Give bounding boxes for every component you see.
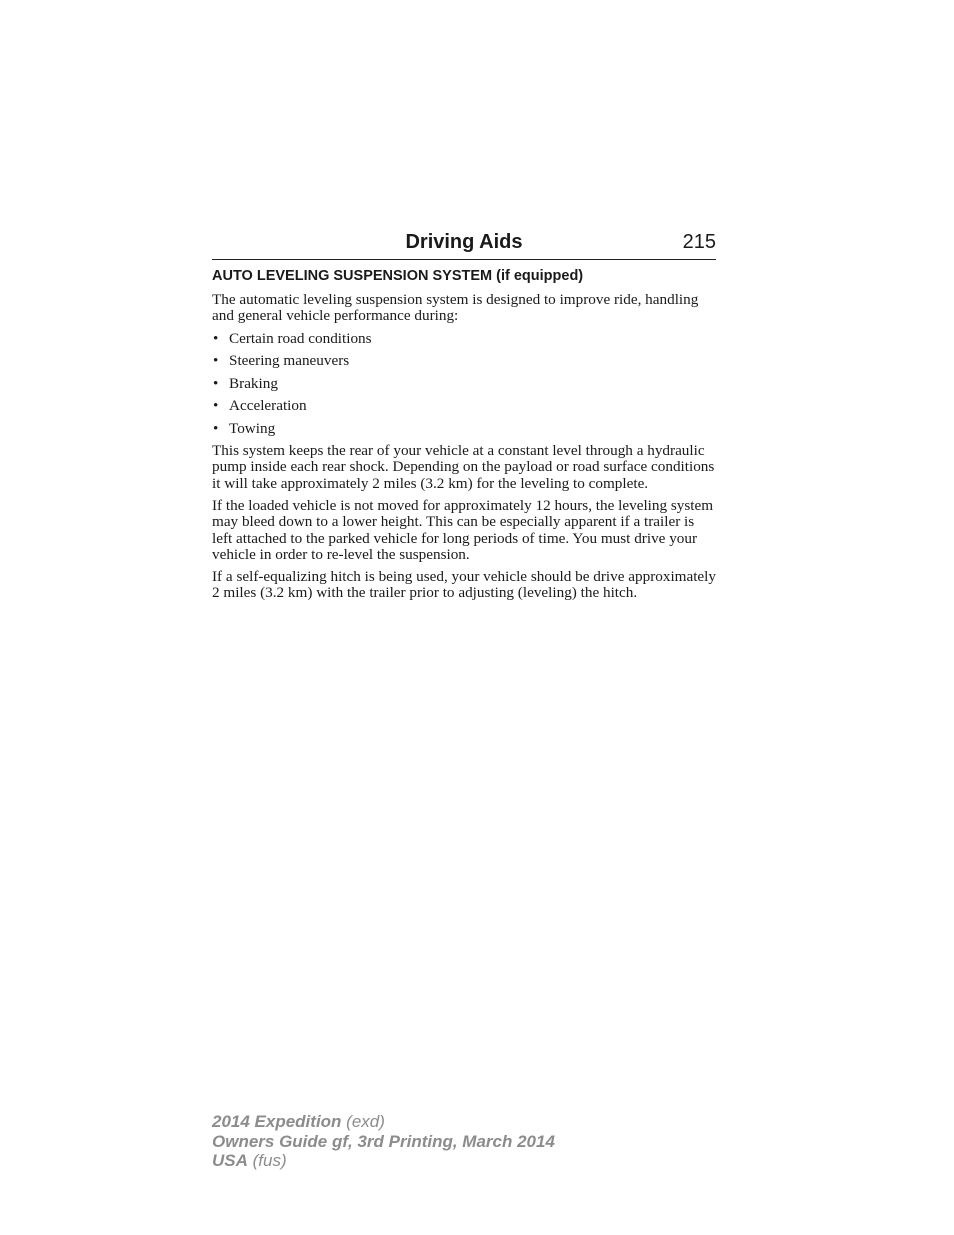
chapter-title: Driving Aids bbox=[405, 231, 523, 253]
list-item bbox=[212, 353, 718, 369]
bullet-icon: • bbox=[213, 352, 219, 370]
footer-line-model bbox=[212, 1112, 555, 1132]
footer-market-code: (fus) bbox=[252, 1151, 287, 1170]
footer-market: USA bbox=[212, 1151, 248, 1170]
list-item-text: Towing bbox=[229, 419, 276, 437]
section-heading: AUTO LEVELING SUSPENSION SYSTEM (if equipped) bbox=[212, 268, 584, 284]
footer-line-printing bbox=[212, 1132, 555, 1152]
footer-model-code: (exd) bbox=[346, 1112, 385, 1131]
body-paragraph: If a self-equalizing hitch is being used, your vehicle should be drive approximately 2 miles (3.2 km) with the trailer prior to adjusting (leveling) the hitch. bbox=[212, 568, 716, 602]
list-item bbox=[212, 376, 718, 392]
page-footer bbox=[212, 1112, 555, 1171]
list-item bbox=[212, 421, 718, 437]
list-item-text: Steering maneuvers bbox=[229, 352, 350, 370]
list-item-text: Acceleration bbox=[229, 397, 307, 415]
bullet-icon: • bbox=[213, 329, 219, 347]
footer-model-name: 2014 Expedition bbox=[212, 1112, 342, 1131]
body-paragraph: If the loaded vehicle is not moved for approximately 12 hours, the leveling system may bleed down to a lower height. This can be especially apparent if a trailer is left attached to the parked vehicle for long periods of time. You must drive your vehicle in order to re-level the suspension. bbox=[212, 496, 714, 563]
list-item bbox=[212, 331, 718, 347]
page-header bbox=[212, 229, 716, 260]
bullet-list bbox=[212, 331, 718, 437]
footer-line-market bbox=[212, 1151, 555, 1171]
intro-paragraph: The automatic leveling suspension system is designed to improve ride, handling and general vehicle performance during: bbox=[212, 291, 699, 325]
list-item-text: Certain road conditions bbox=[229, 329, 372, 347]
page-number: 215 bbox=[682, 231, 716, 253]
bullet-icon: • bbox=[213, 419, 219, 437]
list-item-text: Braking bbox=[229, 374, 278, 392]
bullet-icon: • bbox=[213, 374, 219, 392]
bullet-icon: • bbox=[213, 397, 219, 415]
body-paragraph: This system keeps the rear of your vehicle at a constant level through a hydraulic pump inside each rear shock. Depending on the payload or road surface conditions it will take approximately 2 miles (3.2 km) for the leveling to complete. bbox=[212, 442, 715, 492]
main-content bbox=[212, 266, 718, 608]
footer-printing: Owners Guide gf, 3rd Printing, March 2014 bbox=[212, 1131, 555, 1151]
list-item bbox=[212, 398, 718, 414]
